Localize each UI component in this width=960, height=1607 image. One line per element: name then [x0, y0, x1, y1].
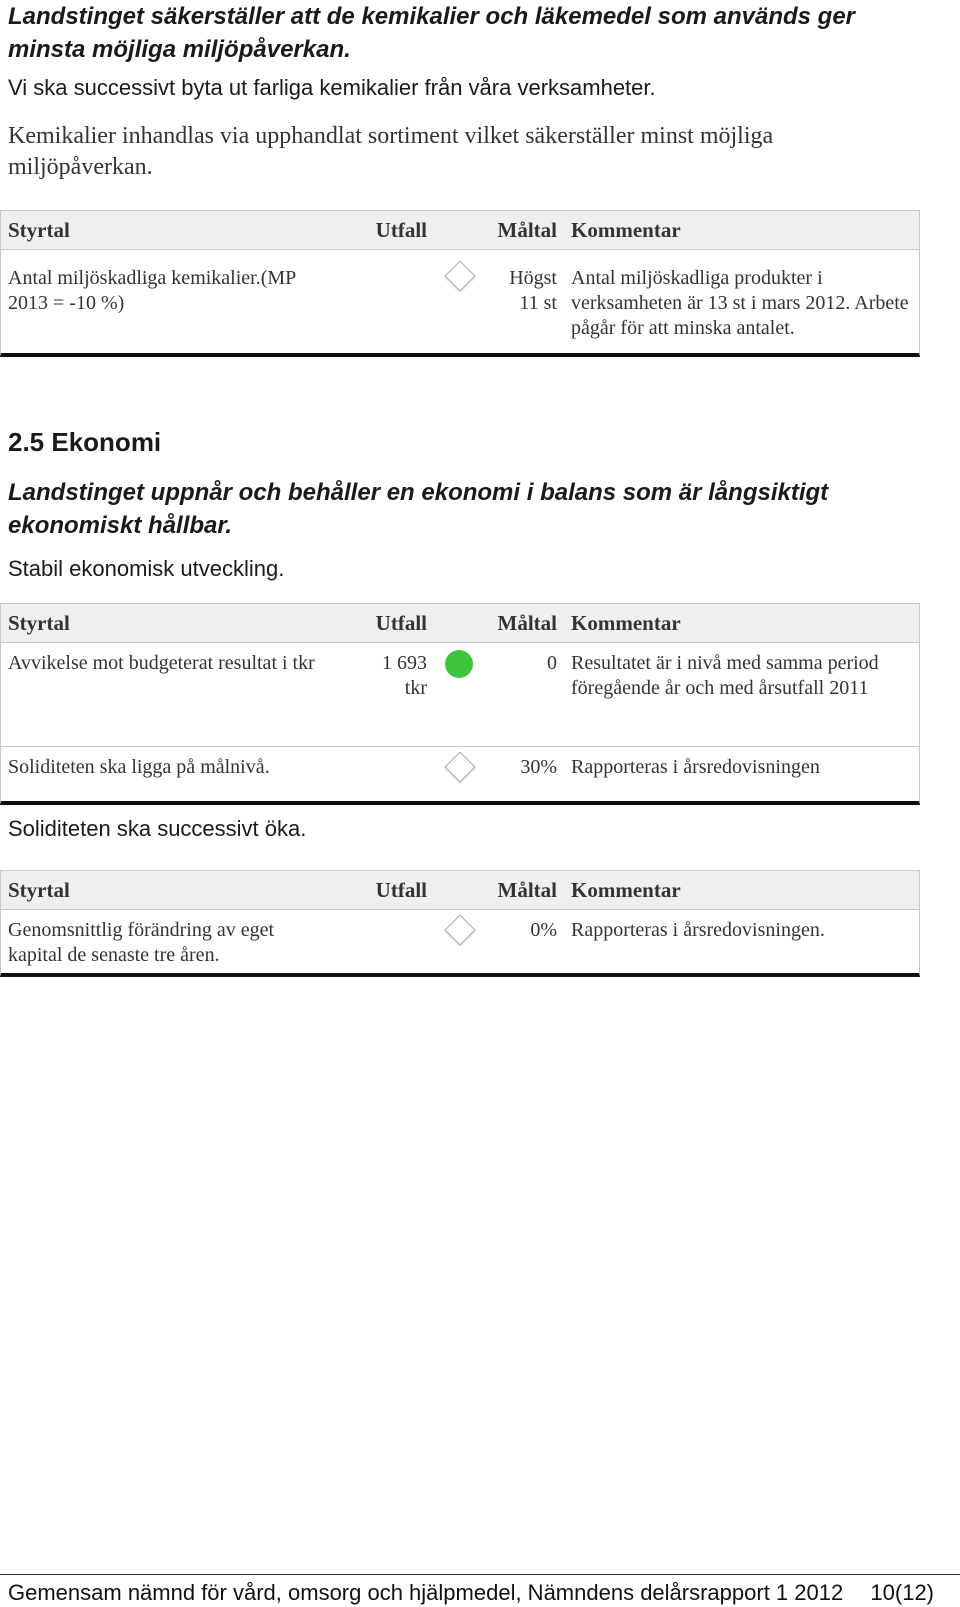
cell-maltal: Högst 11 st — [509, 267, 557, 314]
footer-divider — [0, 1574, 960, 1575]
header-maltal: Måltal — [497, 218, 557, 242]
table-row — [1, 643, 919, 747]
header-utfall: Utfall — [375, 878, 427, 902]
cell-utfall: 1 693 tkr — [382, 652, 427, 699]
header-maltal: Måltal — [497, 611, 557, 635]
cell-kommentar: Resultatet är i nivå med samma period föregående år och med årsutfall 2011 — [571, 652, 879, 699]
cell-kommentar: Rapporteras i årsredovisningen. — [571, 919, 825, 941]
page-number: 10(12) — [870, 1580, 934, 1605]
table-header — [1, 603, 919, 643]
header-kommentar: Kommentar — [571, 611, 681, 635]
cell-styrtal: Genomsnittlig förändring av eget kapital de senaste tre åren. — [8, 919, 275, 966]
table-header — [1, 870, 919, 910]
cell-kommentar: Antal miljöskadliga produkter i verksamheten är 13 st i mars 2012. Arbete pågår för att minska antalet. — [571, 267, 909, 339]
cell-maltal: 0 — [547, 652, 557, 674]
table-row — [1, 747, 919, 801]
cell-styrtal: Avvikelse mot budgeterat resultat i tkr — [8, 652, 315, 674]
header-maltal: Måltal — [497, 878, 557, 902]
header-utfall: Utfall — [375, 218, 427, 242]
header-kommentar: Kommentar — [571, 878, 681, 902]
cell-styrtal: Soliditeten ska ligga på målnivå. — [8, 756, 270, 778]
subgoal-text: Soliditeten ska successivt öka. — [8, 816, 307, 841]
table-row — [1, 910, 919, 973]
indicator-table — [0, 603, 920, 805]
cell-maltal: 0% — [530, 919, 557, 941]
diamond-outline-icon — [442, 260, 476, 294]
header-kommentar: Kommentar — [571, 218, 681, 242]
cell-maltal: 30% — [520, 756, 557, 778]
footer-text: Gemensam nämnd för vård, omsorg och hjälpmedel, Nämndens delårsrapport 1 2012 — [8, 1580, 844, 1605]
indicator-table — [0, 210, 920, 357]
cell-styrtal: Antal miljöskadliga kemikalier.(MP 2013 = -10 %) — [8, 267, 296, 314]
goal-text: Landstinget säkerställer att de kemikalier och läkemedel som används ger minsta möjliga miljöpåverkan. — [8, 3, 856, 63]
header-styrtal: Styrtal — [8, 218, 70, 242]
subgoal-text: Vi ska successivt byta ut farliga kemikalier från våra verksamheter. — [8, 75, 656, 100]
description-paragraph: Kemikalier inhandlas via upphandlat sortiment vilket säkerställer minst möjliga miljöpåverkan. — [8, 123, 774, 180]
table-row — [1, 250, 919, 353]
goal-text: Landstinget uppnår och behåller en ekonomi i balans som är långsiktigt ekonomiskt hållbar. — [8, 479, 829, 539]
cell-kommentar: Rapporteras i årsredovisningen — [571, 756, 820, 778]
header-utfall: Utfall — [375, 611, 427, 635]
table-header — [1, 210, 919, 250]
header-styrtal: Styrtal — [8, 611, 70, 635]
header-styrtal: Styrtal — [8, 878, 70, 902]
section-heading: 2.5 Ekonomi — [8, 427, 162, 457]
indicator-table — [0, 870, 920, 977]
subgoal-text: Stabil ekonomisk utveckling. — [8, 556, 285, 581]
